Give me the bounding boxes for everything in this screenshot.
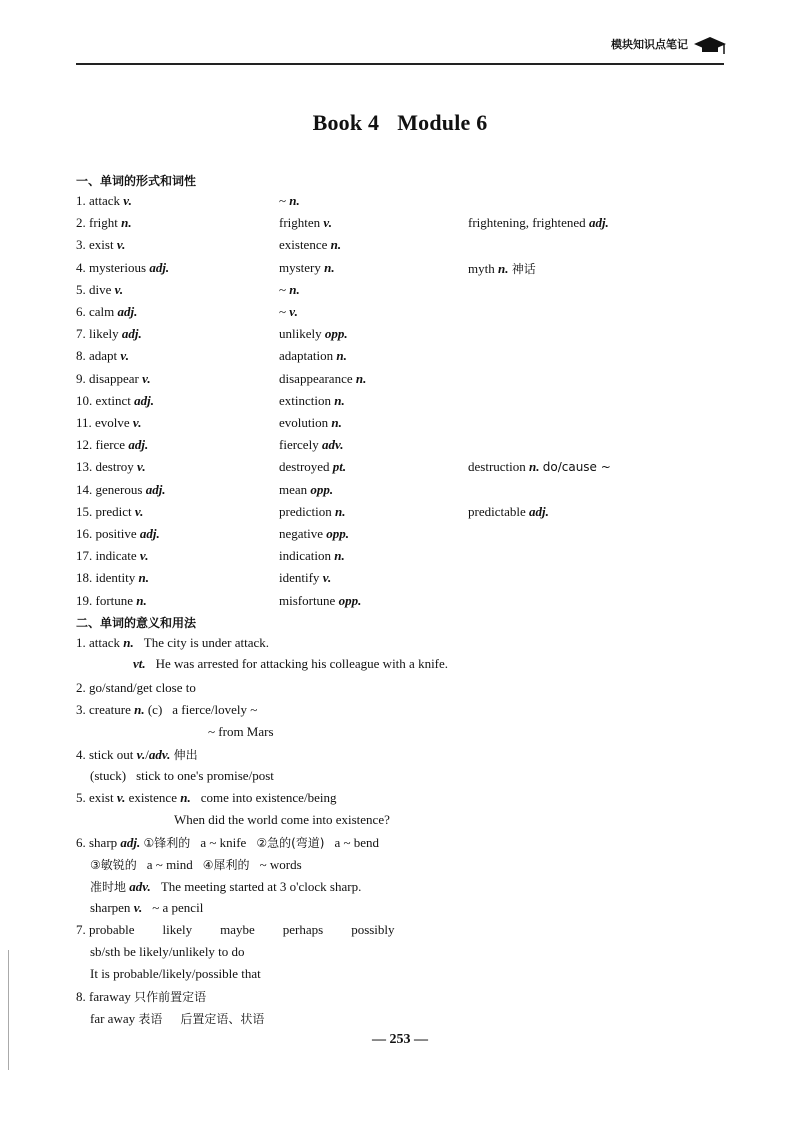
vocab-word: 13. destroy v.: [76, 459, 146, 475]
vocab-row: [0, 282, 800, 302]
vocab-word: 11. evolve v.: [76, 415, 142, 430]
usage-line-17: 8. faraway 只作前置定语: [76, 989, 207, 1004]
vocab-derived: frighten v.: [279, 215, 332, 231]
title-book: Book 4: [312, 110, 380, 135]
vocab-word: 16. positive adj.: [76, 526, 160, 541]
vocab-derived: destroyed pt.: [279, 459, 347, 475]
usage-line-3: 2. go/stand/get close to: [76, 680, 196, 695]
vocab-derived: existence n.: [279, 237, 342, 253]
vocab-row: [0, 459, 800, 479]
vocab-row: [0, 504, 800, 524]
vocab-row: [0, 348, 800, 368]
title-module: Module 6: [397, 110, 488, 135]
vocab-row: [0, 437, 800, 457]
graduation-cap-icon: [692, 34, 728, 56]
vocab-row: [0, 526, 800, 546]
vocab-row: [0, 237, 800, 257]
vocab-row: [0, 371, 800, 391]
vocab-derived: ~ n.: [279, 193, 300, 208]
vocab-row: [0, 570, 800, 590]
vocab-row: [0, 215, 800, 235]
usage-line-10: 6. sharp adj. ①锋利的 a ~ knife ②急的(弯道) a ~ bend: [76, 835, 380, 850]
vocab-word: 18. identity n.: [76, 570, 149, 586]
vocab-word: 3. exist v.: [76, 237, 126, 253]
vocab-row: [0, 260, 800, 280]
usage-line-7: (stuck) stick to one's promise/post: [90, 768, 274, 783]
header-rule: [76, 63, 724, 65]
vocab-derived: mystery n.: [279, 259, 335, 275]
vocab-word: 1. attack v.: [76, 193, 132, 208]
vocab-derived: mean opp.: [279, 481, 334, 497]
vocab-extra: destruction n. do/cause ~: [468, 459, 611, 475]
vocab-row: [0, 415, 800, 435]
vocab-word: 17. indicate v.: [76, 548, 149, 564]
vocab-derived: negative opp.: [279, 526, 350, 541]
vocab-row: [0, 304, 800, 324]
vocab-word: 14. generous adj.: [76, 481, 166, 497]
vocab-extra: predictable adj.: [468, 503, 549, 519]
usage-line-12: 准时地 adv. The meeting started at 3 o'clock sharp.: [90, 879, 362, 894]
vocab-row: [0, 193, 800, 213]
vocab-word: 7. likely adj.: [76, 326, 142, 342]
vocab-row: [0, 482, 800, 502]
vocab-row: [0, 326, 800, 346]
vocab-derived: identify v.: [279, 570, 332, 586]
vocab-word: 9. disappear v.: [76, 370, 151, 386]
usage-line-2: vt. He was arrested for attacking his colleague with a knife.: [133, 656, 449, 671]
vocab-derived: evolution n.: [279, 415, 342, 430]
usage-line-4: 3. creature n. (c) a fierce/lovely ~: [76, 702, 258, 717]
vocab-row: [0, 548, 800, 568]
vocab-row: [0, 393, 800, 413]
usage-line-11: ③敏锐的 a ~ mind ④犀利的 ~ words: [90, 857, 302, 872]
vocab-derived: unlikely opp.: [279, 326, 348, 342]
section1-heading: 一、单词的形式和词性: [76, 174, 197, 188]
vocab-derived: extinction n.: [279, 392, 345, 408]
vocab-word: 15. predict v.: [76, 503, 144, 519]
vocab-derived: prediction n.: [279, 503, 346, 519]
vocab-word: 2. fright n.: [76, 215, 132, 231]
usage-line-16: It is probable/likely/possible that: [90, 966, 261, 981]
vocab-word: 5. dive v.: [76, 281, 124, 297]
usage-line-18: far away 表语 后置定语、状语: [90, 1011, 265, 1026]
vocab-extra: frightening, frightened adj.: [468, 215, 609, 231]
vocab-word: 10. extinct adj.: [76, 392, 155, 408]
section2-heading: 二、单词的意义和用法: [76, 616, 197, 630]
vocab-derived: adaptation n.: [279, 348, 347, 364]
vocab-word: 8. adapt v.: [76, 348, 129, 364]
usage-line-8: 5. exist v. existence n. come into existence/being: [76, 790, 337, 805]
vocab-word: 19. fortune n.: [76, 592, 147, 608]
usage-line-15: sb/sth be likely/unlikely to do: [90, 944, 245, 959]
usage-line-1: 1. attack n. The city is under attack.: [76, 635, 270, 650]
vocab-derived: misfortune opp.: [279, 592, 362, 608]
page-number: — 253 —: [372, 1032, 428, 1047]
usage-line-13: sharpen v. ~ a pencil: [90, 900, 204, 915]
usage-line-5: ~ from Mars: [208, 724, 274, 739]
usage-line-14: 7. probable likely maybe perhaps possibly: [76, 922, 395, 937]
vocab-word: 6. calm adj.: [76, 304, 138, 319]
usage-line-9: When did the world come into existence?: [174, 812, 390, 827]
margin-rule: [8, 950, 9, 1070]
vocab-derived: disappearance n.: [279, 370, 367, 386]
vocab-word: 4. mysterious adj.: [76, 259, 170, 275]
vocab-derived: indication n.: [279, 548, 345, 564]
vocab-derived: ~ v.: [279, 304, 298, 319]
vocab-extra: myth n. 神话: [468, 260, 536, 276]
page-title: [0, 110, 800, 136]
vocab-row: [0, 593, 800, 613]
vocab-word: 12. fierce adj.: [76, 437, 149, 453]
vocab-derived: fiercely adv.: [279, 437, 344, 453]
vocab-derived: ~ n.: [279, 281, 300, 297]
header-tag: 模块知识点笔记: [611, 38, 688, 51]
usage-line-6: 4. stick out v./adv. 伸出: [76, 747, 198, 762]
